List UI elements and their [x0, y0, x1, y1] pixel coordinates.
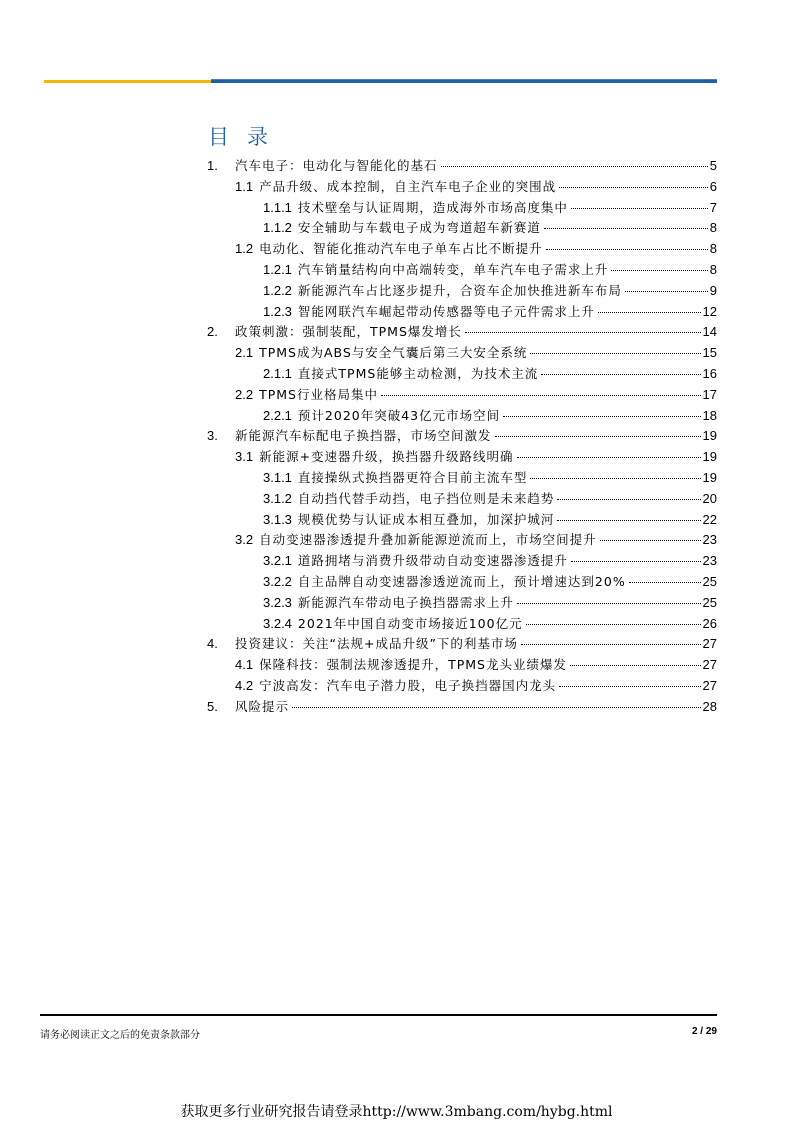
- toc-entry-title: 新能源+变速器升级，换挡器升级路线明确: [259, 449, 514, 465]
- toc-entry-title: 政策刺激：强制装配，TPMS爆发增长: [235, 324, 462, 340]
- toc-entry-page: 12: [702, 303, 717, 319]
- toc-entry-title: 产品升级、成本控制，自主汽车电子企业的突围战: [259, 178, 557, 194]
- toc-entry[interactable]: [207, 447, 717, 468]
- toc-entry-number: 4.1: [235, 657, 254, 673]
- dot-leader: [521, 644, 701, 645]
- toc-entry-title: 技术壁垒与认证周期，造成海外市场高度集中: [297, 199, 568, 215]
- table-of-contents: [207, 156, 717, 718]
- toc-entry[interactable]: [207, 614, 717, 635]
- toc-entry-page: 14: [702, 324, 717, 340]
- toc-entry-page: 8: [709, 261, 717, 277]
- toc-entry-page: 8: [709, 220, 717, 236]
- toc-entry[interactable]: [207, 385, 717, 406]
- page-number: 2 / 29: [691, 1026, 717, 1037]
- toc-entry-page: 8: [709, 241, 717, 257]
- toc-entry-title: 宁波高发：汽车电子潜力股，电子换挡器国内龙头: [259, 677, 557, 693]
- toc-entry[interactable]: [207, 468, 717, 489]
- toc-entry-page: 6: [709, 178, 717, 194]
- toc-entry-title: 2021年中国自动变市场接近100亿元: [297, 615, 523, 631]
- toc-entry-page: 20: [702, 490, 717, 506]
- dot-leader: [530, 478, 700, 479]
- toc-entry-page: 28: [702, 698, 717, 714]
- dot-leader: [546, 249, 708, 250]
- dot-leader: [571, 208, 708, 209]
- dot-leader: [541, 374, 700, 375]
- toc-entry[interactable]: [207, 156, 717, 177]
- toc-entry[interactable]: [207, 634, 717, 655]
- dot-leader: [517, 457, 701, 458]
- toc-entry-page: 17: [702, 386, 717, 402]
- toc-entry-title: 投资建议：关注“法规+成品升级”下的利基市场: [235, 636, 518, 652]
- toc-entry-number: 2.1.1: [263, 365, 292, 381]
- toc-entry-number: 3.1.2: [263, 490, 292, 506]
- toc-entry-number: 3.2: [235, 532, 254, 548]
- dot-leader: [517, 603, 701, 604]
- dot-leader: [629, 582, 701, 583]
- dot-leader: [465, 332, 701, 333]
- toc-entry[interactable]: [207, 322, 717, 343]
- dot-leader: [495, 436, 701, 437]
- dot-leader: [570, 665, 701, 666]
- toc-entry-number: 1.2: [235, 241, 254, 257]
- toc-entry-number: 2.2.1: [263, 407, 292, 423]
- footer-divider: [40, 1014, 717, 1016]
- toc-entry-title: 新能源汽车占比逐步提升，合资车企加快推进新车布局: [297, 282, 622, 298]
- toc-entry-title: TPMS行业格局集中: [259, 386, 378, 402]
- toc-entry-number: 1.1.2: [263, 220, 292, 236]
- toc-entry-number: 3.: [207, 428, 218, 444]
- toc-entry-number: 3.2.3: [263, 594, 292, 610]
- dot-leader: [526, 624, 701, 625]
- toc-entry-number: 1.1: [235, 178, 254, 194]
- toc-entry-number: 1.2.2: [263, 282, 292, 298]
- toc-entry-title: 规模优势与认证成本相互叠加，加深护城河: [297, 511, 555, 527]
- toc-entry-title: 安全辅助与车载电子成为弯道超车新赛道: [297, 220, 541, 236]
- toc-entry-page: 7: [709, 199, 717, 215]
- toc-entry-page: 5: [709, 158, 717, 173]
- toc-entry-title: 新能源汽车标配电子换挡器，市场空间激发: [235, 428, 492, 444]
- toc-entry-page: 16: [702, 365, 717, 381]
- toc-entry[interactable]: [207, 406, 717, 427]
- dot-leader: [611, 270, 707, 271]
- toc-entry-page: 18: [702, 407, 717, 423]
- toc-entry-page: 25: [702, 573, 717, 589]
- dot-leader: [292, 707, 701, 708]
- toc-entry[interactable]: [207, 572, 717, 593]
- toc-entry[interactable]: [207, 593, 717, 614]
- toc-entry[interactable]: [207, 426, 717, 447]
- toc-entry-number: 2.: [207, 324, 218, 340]
- toc-entry-number: 3.1.3: [263, 511, 292, 527]
- toc-entry-number: 4.2: [235, 677, 254, 693]
- dot-leader: [598, 312, 701, 313]
- toc-entry[interactable]: [207, 676, 717, 697]
- toc-entry-title: 风险提示: [235, 698, 290, 714]
- toc-entry-title: 智能网联汽车崛起带动传感器等电子元件需求上升: [297, 303, 595, 319]
- toc-entry-page: 27: [702, 657, 717, 673]
- toc-entry-number: 3.2.1: [263, 553, 292, 569]
- toc-entry-title: 电动化、智能化推动汽车电子单车占比不断提升: [259, 241, 543, 257]
- toc-entry-title: 自动挡代替手动挡，电子挡位则是未来趋势: [297, 490, 555, 506]
- toc-entry-title: 自主品牌自动变速器渗透逆流而上，预计增速达到20%: [297, 573, 626, 589]
- toc-entry-number: 3.1.1: [263, 469, 292, 485]
- toc-entry-page: 9: [709, 282, 717, 298]
- toc-entry-page: 19: [702, 449, 717, 465]
- dot-leader: [503, 416, 700, 417]
- dot-leader: [381, 395, 701, 396]
- toc-entry[interactable]: [207, 218, 717, 239]
- dot-leader: [559, 686, 700, 687]
- watermark-link[interactable]: 获取更多行业研究报告请登录http://www.3mbang.com/hybg.html: [180, 1104, 613, 1120]
- toc-entry-page: 22: [702, 511, 717, 527]
- header-accent-gold: [44, 80, 214, 83]
- toc-entry[interactable]: [207, 177, 717, 198]
- dot-leader: [625, 291, 708, 292]
- toc-entry-title: 新能源汽车带动电子换挡器需求上升: [297, 594, 514, 610]
- dot-leader: [557, 499, 700, 500]
- toc-entry[interactable]: [207, 260, 717, 281]
- dot-leader: [557, 520, 700, 521]
- toc-entry-title: 道路拥堵与消费升级带动自动变速器渗透提升: [297, 553, 568, 569]
- dot-leader: [600, 540, 701, 541]
- toc-entry-number: 2.1: [235, 345, 254, 361]
- disclaimer-note: 请务必阅读正文之后的免责条款部分: [40, 1030, 200, 1041]
- toc-entry-page: 19: [702, 428, 717, 444]
- toc-title: 目录: [208, 125, 286, 149]
- toc-entry-title: 直接操纵式换挡器更符合目前主流车型: [297, 469, 528, 485]
- toc-entry-page: 23: [702, 553, 717, 569]
- toc-entry[interactable]: [207, 364, 717, 385]
- toc-entry[interactable]: [207, 343, 717, 364]
- toc-entry[interactable]: [207, 281, 717, 302]
- toc-entry-title: 保隆科技：强制法规渗透提升，TPMS龙头业绩爆发: [259, 657, 567, 673]
- toc-entry-page: 27: [702, 636, 717, 652]
- toc-entry-number: 5.: [207, 698, 218, 714]
- toc-entry-number: 3.1: [235, 449, 254, 465]
- dot-leader: [571, 561, 701, 562]
- toc-entry-number: 1.: [207, 158, 218, 173]
- toc-entry-number: 2.2: [235, 386, 254, 402]
- toc-entry-title: 汽车电子：电动化与智能化的基石: [235, 158, 438, 173]
- toc-entry[interactable]: [207, 655, 717, 676]
- toc-entry[interactable]: [207, 198, 717, 219]
- toc-entry-page: 15: [702, 345, 717, 361]
- dot-leader: [559, 187, 708, 188]
- toc-entry-number: 1.1.1: [263, 199, 292, 215]
- toc-entry[interactable]: [207, 239, 717, 260]
- dot-leader: [441, 166, 708, 167]
- toc-entry[interactable]: [207, 489, 717, 510]
- toc-entry-number: 3.2.4: [263, 615, 292, 631]
- header-accent-blue: [211, 79, 717, 83]
- toc-entry-page: 26: [702, 615, 717, 631]
- toc-entry-page: 23: [702, 532, 717, 548]
- dot-leader: [530, 353, 700, 354]
- toc-entry[interactable]: [207, 697, 717, 718]
- toc-entry-page: 19: [702, 469, 717, 485]
- toc-entry-title: 汽车销量结构向中高端转变，单车汽车电子需求上升: [297, 261, 609, 277]
- toc-entry[interactable]: [207, 302, 717, 323]
- toc-entry-title: TPMS成为ABS与安全气囊后第三大安全系统: [259, 345, 528, 361]
- toc-entry-title: 直接式TPMS能够主动检测，为技术主流: [297, 365, 539, 381]
- toc-entry-title: 预计2020年突破43亿元市场空间: [297, 407, 501, 423]
- toc-entry-number: 4.: [207, 636, 218, 652]
- toc-entry[interactable]: [207, 551, 717, 572]
- toc-entry-number: 3.2.2: [263, 573, 292, 589]
- toc-entry-title: 自动变速器渗透提升叠加新能源逆流而上，市场空间提升: [259, 532, 597, 548]
- toc-entry[interactable]: [207, 530, 717, 551]
- toc-entry-page: 27: [702, 677, 717, 693]
- toc-entry-number: 1.2.3: [263, 303, 292, 319]
- dot-leader: [544, 228, 708, 229]
- toc-entry[interactable]: [207, 510, 717, 531]
- toc-entry-number: 1.2.1: [263, 261, 292, 277]
- toc-entry-page: 25: [702, 594, 717, 610]
